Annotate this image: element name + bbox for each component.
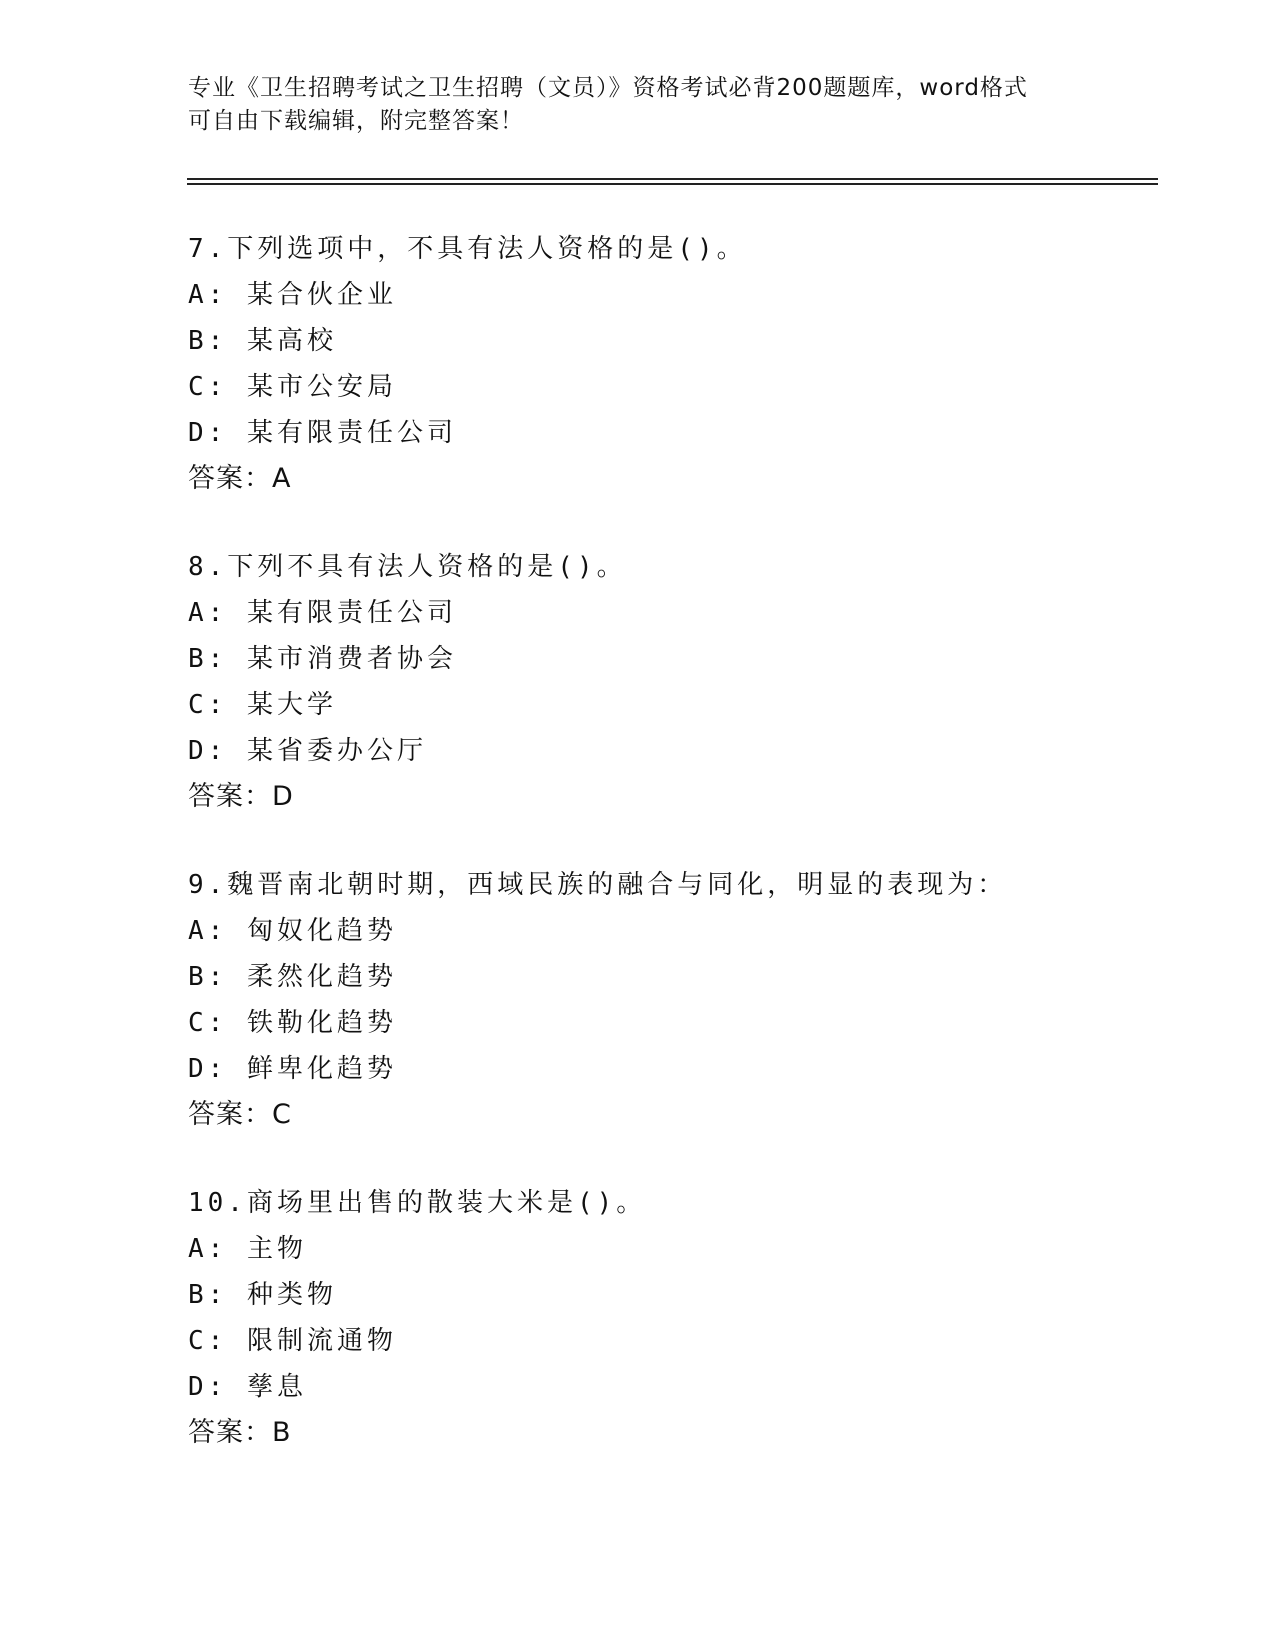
question-stem: 10.商场里出售的散装大米是()。 [188,1188,647,1218]
header-line-2: 可自由下载编辑，附完整答案！ [188,108,524,134]
question-7 [188,226,1188,502]
answer-line: 答案：C [188,1099,292,1130]
header-divider-bottom [187,183,1158,185]
question-9 [188,862,1188,1138]
option-c: C: 某市公安局 [188,372,397,402]
option-b: B: 种类物 [188,1280,337,1310]
option-d: D: 某省委办公厅 [188,736,427,766]
option-a: A: 某合伙企业 [188,280,397,310]
option-d: D: 某有限责任公司 [188,418,457,448]
question-stem: 9.魏晋南北朝时期，西域民族的融合与同化，明显的表现为： [188,870,1008,900]
option-a: A: 主物 [188,1234,307,1264]
option-c: C: 某大学 [188,690,337,720]
option-b: B: 柔然化趋势 [188,962,397,992]
document-header [188,72,1088,138]
option-b: B: 某市消费者协会 [188,644,457,674]
answer-line: 答案：B [188,1417,292,1448]
option-c: C: 铁勒化趋势 [188,1008,397,1038]
answer-line: 答案：A [188,463,292,494]
question-10 [188,1180,1188,1456]
question-stem: 8.下列不具有法人资格的是()。 [188,552,627,582]
option-a: A: 某有限责任公司 [188,598,457,628]
question-8 [188,544,1188,820]
option-b: B: 某高校 [188,326,337,356]
option-c: C: 限制流通物 [188,1326,397,1356]
header-line-1: 专业《卫生招聘考试之卫生招聘（文员）》资格考试必背200题题库，word格式 [188,75,1028,101]
answer-line: 答案：D [188,781,294,812]
header-divider-top [187,178,1158,180]
option-a: A: 匈奴化趋势 [188,916,397,946]
question-stem: 7.下列选项中，不具有法人资格的是()。 [188,234,747,264]
option-d: D: 孳息 [188,1372,307,1402]
option-d: D: 鲜卑化趋势 [188,1054,397,1084]
